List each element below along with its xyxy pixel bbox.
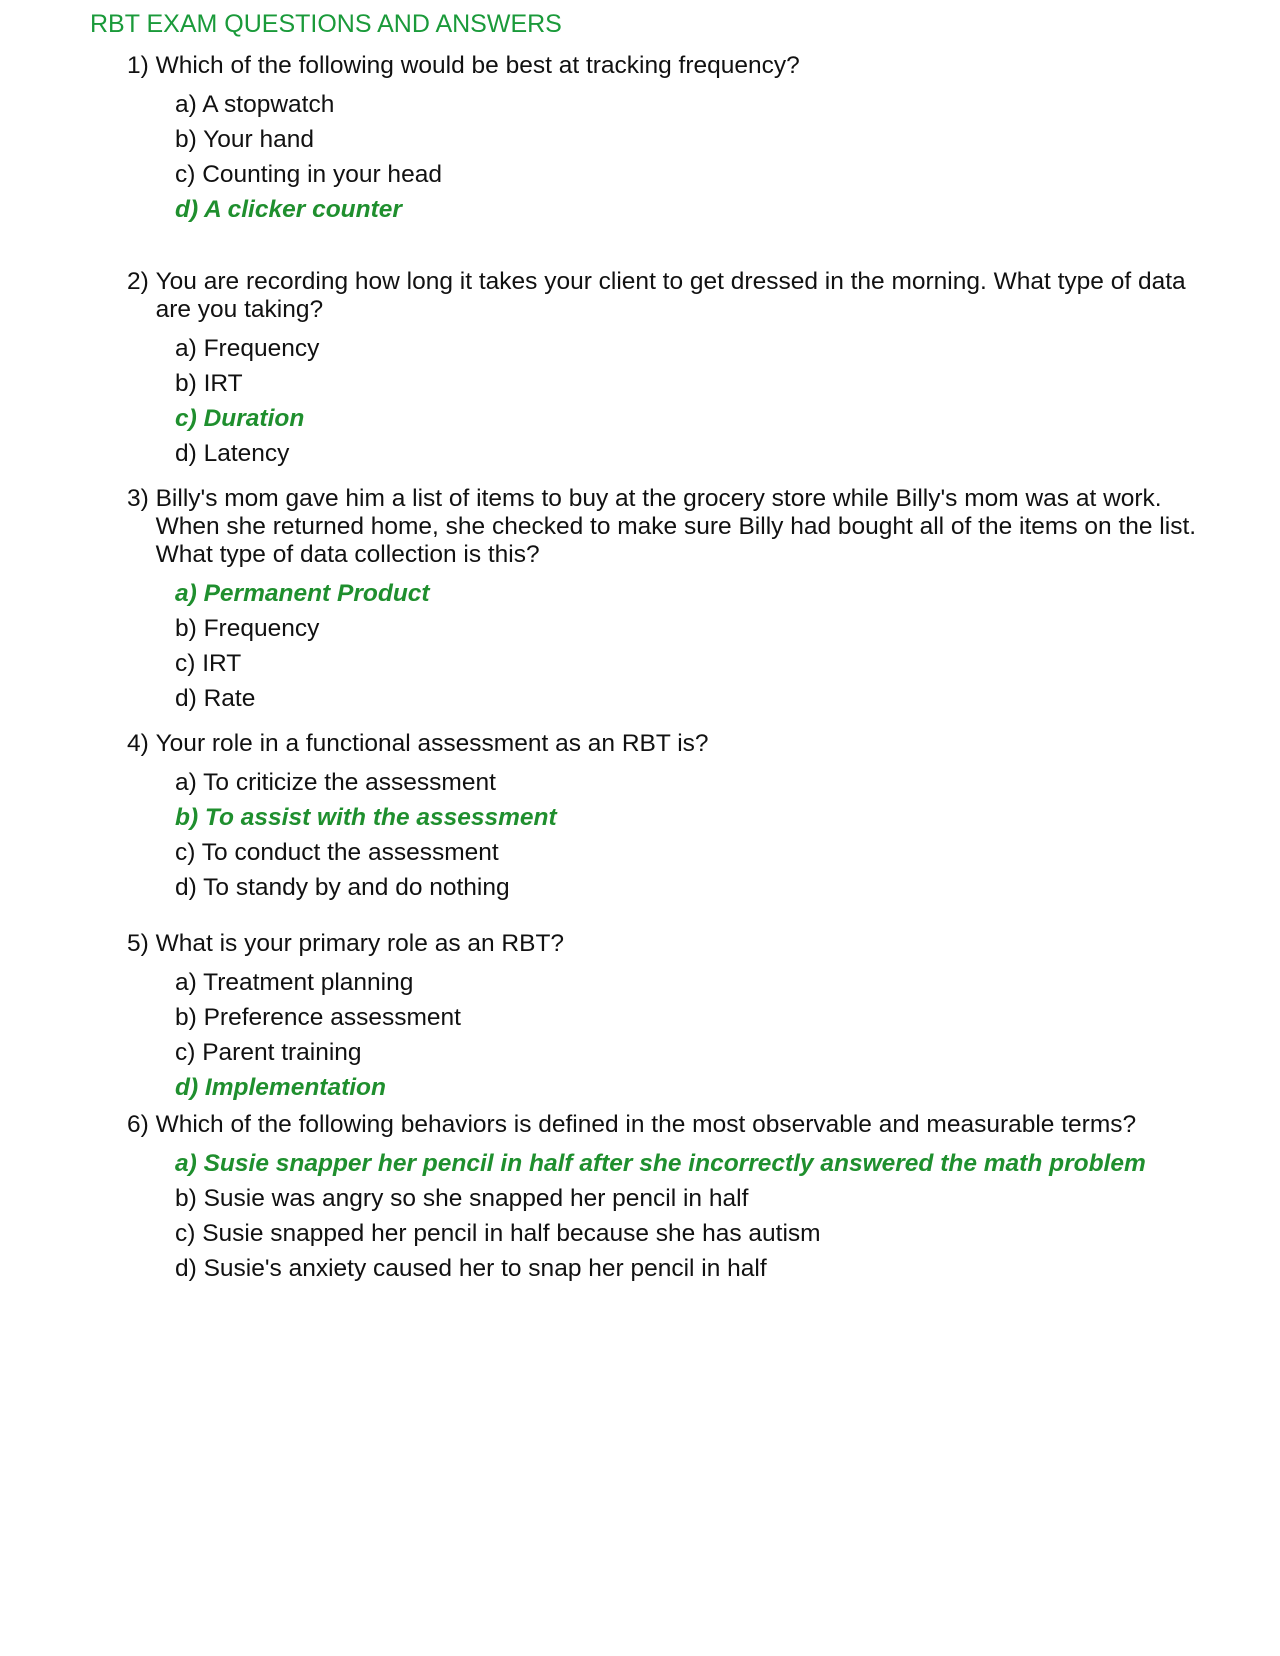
- answer-option: d) Latency: [175, 440, 290, 467]
- answer-options: [175, 765, 1207, 905]
- answer-option: a) Frequency: [175, 335, 320, 362]
- answer-option: b) IRT: [175, 370, 243, 397]
- question-stem: [127, 1111, 1207, 1139]
- answer-option: b) Your hand: [175, 126, 314, 153]
- answer-options: [175, 1146, 1207, 1286]
- answer-option: d) Rate: [175, 685, 256, 712]
- correct-answer-option: b) To assist with the assessment: [175, 804, 557, 831]
- answer-option: c) Parent training: [175, 1039, 362, 1066]
- question-stem: [127, 485, 1207, 569]
- question-block: [127, 930, 1207, 1105]
- question-block: [127, 730, 1207, 905]
- question-block: [127, 52, 1207, 227]
- page-title: RBT EXAM QUESTIONS AND ANSWERS: [90, 10, 562, 38]
- question-stem: [127, 52, 1207, 80]
- answer-option: a) Treatment planning: [175, 969, 414, 996]
- answer-option: b) Susie was angry so she snapped her pencil in half: [175, 1185, 749, 1212]
- question-number: 3): [127, 485, 156, 512]
- question-text: Which of the following behaviors is defined in the most observable and measurable terms?: [155, 1111, 1137, 1138]
- answer-option: a) To criticize the assessment: [175, 769, 496, 796]
- answer-options: [175, 965, 1207, 1105]
- question-block: [127, 1111, 1207, 1286]
- question-stem: [127, 730, 1207, 758]
- answer-option: d) Susie's anxiety caused her to snap her pencil in half: [175, 1255, 767, 1282]
- question-stem: [127, 268, 1207, 324]
- question-text: You are recording how long it takes your client to get dressed in the morning. What type of data are you taking?: [155, 268, 1186, 323]
- answer-options: [175, 331, 1207, 471]
- correct-answer-option: d) Implementation: [175, 1074, 386, 1101]
- answer-option: c) Susie snapped her pencil in half because she has autism: [175, 1220, 821, 1247]
- answer-option: c) Counting in your head: [175, 161, 442, 188]
- question-text: Your role in a functional assessment as an RBT is?: [155, 730, 709, 757]
- answer-options: [175, 87, 1207, 227]
- answer-option: a) A stopwatch: [175, 91, 335, 118]
- question-number: 5): [127, 930, 156, 957]
- question-block: [127, 485, 1207, 716]
- answer-options: [175, 576, 1207, 716]
- answer-option: b) Frequency: [175, 615, 320, 642]
- question-number: 4): [127, 730, 156, 757]
- answer-option: c) IRT: [175, 650, 242, 677]
- question-stem: [127, 930, 1207, 958]
- answer-option: b) Preference assessment: [175, 1004, 461, 1031]
- correct-answer-option: c) Duration: [175, 405, 305, 432]
- question-number: 6): [127, 1111, 156, 1138]
- correct-answer-option: d) A clicker counter: [175, 196, 402, 223]
- answer-option: c) To conduct the assessment: [175, 839, 499, 866]
- question-block: [127, 268, 1207, 471]
- question-text: Which of the following would be best at tracking frequency?: [155, 52, 800, 79]
- question-number: 1): [127, 52, 156, 79]
- correct-answer-option: a) Susie snapper her pencil in half after she incorrectly answered the math problem: [175, 1150, 1146, 1177]
- question-number: 2): [127, 268, 156, 295]
- question-text: What is your primary role as an RBT?: [155, 930, 565, 957]
- answer-option: d) To standy by and do nothing: [175, 874, 510, 901]
- question-text: Billy's mom gave him a list of items to buy at the grocery store while Billy's mom was at work. When she returned home, she checked to make sure Billy had bought all of the items on the list. What type of data collection is this?: [155, 485, 1197, 568]
- correct-answer-option: a) Permanent Product: [175, 580, 430, 607]
